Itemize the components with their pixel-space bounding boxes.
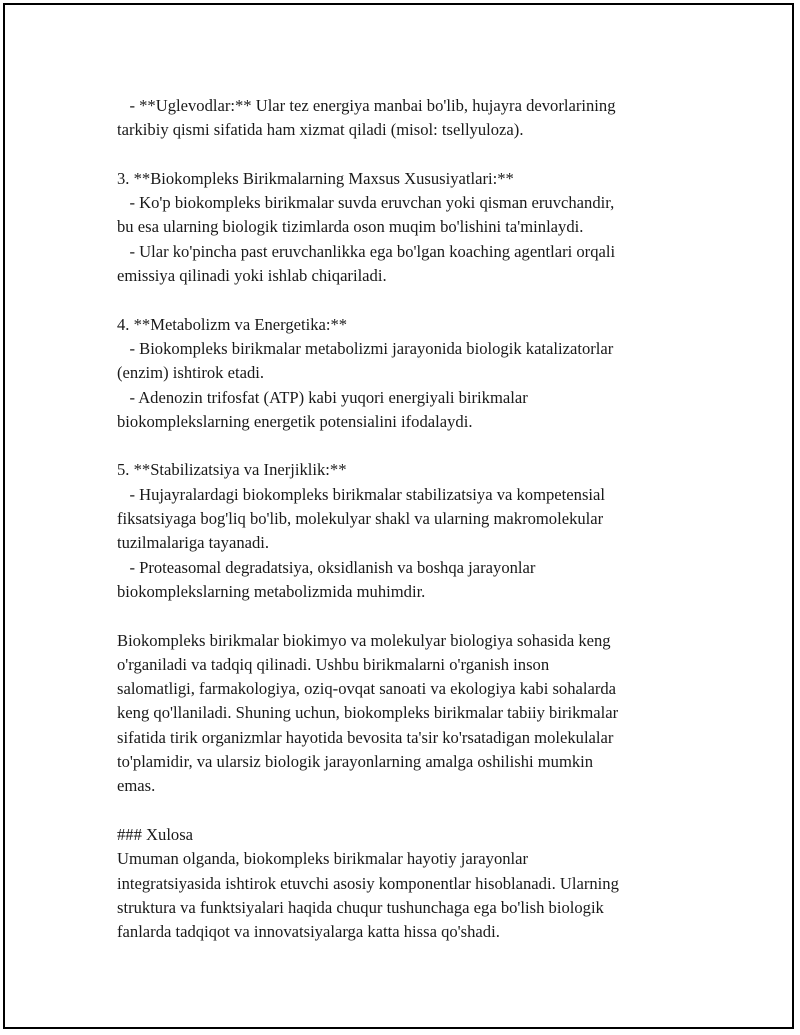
text-line: emas. <box>117 776 156 796</box>
text-line: emissiya qilinadi yoki ishlab chiqariladi. <box>117 266 387 286</box>
text-line: biokomplekslarning metabolizmida muhimdir. <box>117 581 426 601</box>
text-line: - Proteasomal degradatsiya, oksidlanish va boshqa jarayonlar <box>117 557 536 577</box>
text-line: - Biokompleks birikmalar metabolizmi jarayonida biologik katalizatorlar <box>117 338 614 358</box>
blank-line <box>117 799 692 823</box>
text-line: keng qo'llaniladi. Shuning uchun, biokompleks birikmalar tabiiy birikmalar <box>117 703 619 723</box>
text-line: 4. **Metabolizm va Energetika:** <box>117 314 348 334</box>
text-line: - Ko'p biokompleks birikmalar suvda eruvchan yoki qisman eruvchandir, <box>117 193 615 213</box>
text-line: salomatligi, farmakologiya, oziq-ovqat sanoati va ekologiya kabi sohalarda <box>117 679 617 699</box>
text-line: bu esa ularning biologik tizimlarda oson muqim bo'lishini ta'minlaydi. <box>117 217 584 237</box>
text-line: - **Uglevodlar:** Ular tez energiya manbai bo'lib, hujayra devorlarining <box>117 96 616 115</box>
text-line: fiksatsiyaga bog'liq bo'lib, molekulyar shakl va ularning makromolekular <box>117 509 604 529</box>
document-text <box>117 94 692 944</box>
blank-line <box>117 434 692 458</box>
text-line: struktura va funktsiyalari haqida chuqur tushunchaga ega bo'lish biologik <box>117 897 604 917</box>
text-line: sifatida tirik organizmlar hayotida bevosita ta'sir ko'rsatadigan molekulalar <box>117 727 614 747</box>
blank-line <box>117 143 692 167</box>
blank-line <box>117 604 692 628</box>
text-line: fanlarda tadqiqot va innovatsiyalarga katta hissa qo'shadi. <box>117 922 500 942</box>
blank-line <box>117 288 692 312</box>
text-line: biokomplekslarning energetik potensialini ifodalaydi. <box>117 411 473 431</box>
text-line: Umuman olganda, biokompleks birikmalar hayotiy jarayonlar <box>117 849 529 869</box>
text-line: integratsiyasida ishtirok etuvchi asosiy komponentlar hisoblanadi. Ularning <box>117 873 619 893</box>
text-line: (enzim) ishtirok etadi. <box>117 363 264 383</box>
text-line: - Hujayralardagi biokompleks birikmalar stabilizatsiya va kompetensial <box>117 484 605 504</box>
text-line: 5. **Stabilizatsiya va Inerjiklik:** <box>117 460 347 480</box>
text-line: to'plamidir, va ularsiz biologik jarayonlarning amalga oshilishi mumkin <box>117 752 594 772</box>
text-line: - Ular ko'pincha past eruvchanlikka ega bo'lgan koaching agentlari orqali <box>117 241 616 261</box>
text-line: - Adenozin trifosfat (ATP) kabi yuqori energiyali birikmalar <box>117 387 528 407</box>
text-line: o'rganiladi va tadqiq qilinadi. Ushbu birikmalarni o'rganish inson <box>117 654 550 674</box>
text-line: ### Xulosa <box>117 824 194 844</box>
text-line: tuzilmalariga tayanadi. <box>117 533 270 553</box>
text-line: 3. **Biokompleks Birikmalarning Maxsus Xususiyatlari:** <box>117 168 514 188</box>
text-line: Biokompleks birikmalar biokimyo va molekulyar biologiya sohasida keng <box>117 630 611 650</box>
text-line: tarkibiy qismi sifatida ham xizmat qiladi (misol: tsellyuloza). <box>117 120 524 140</box>
